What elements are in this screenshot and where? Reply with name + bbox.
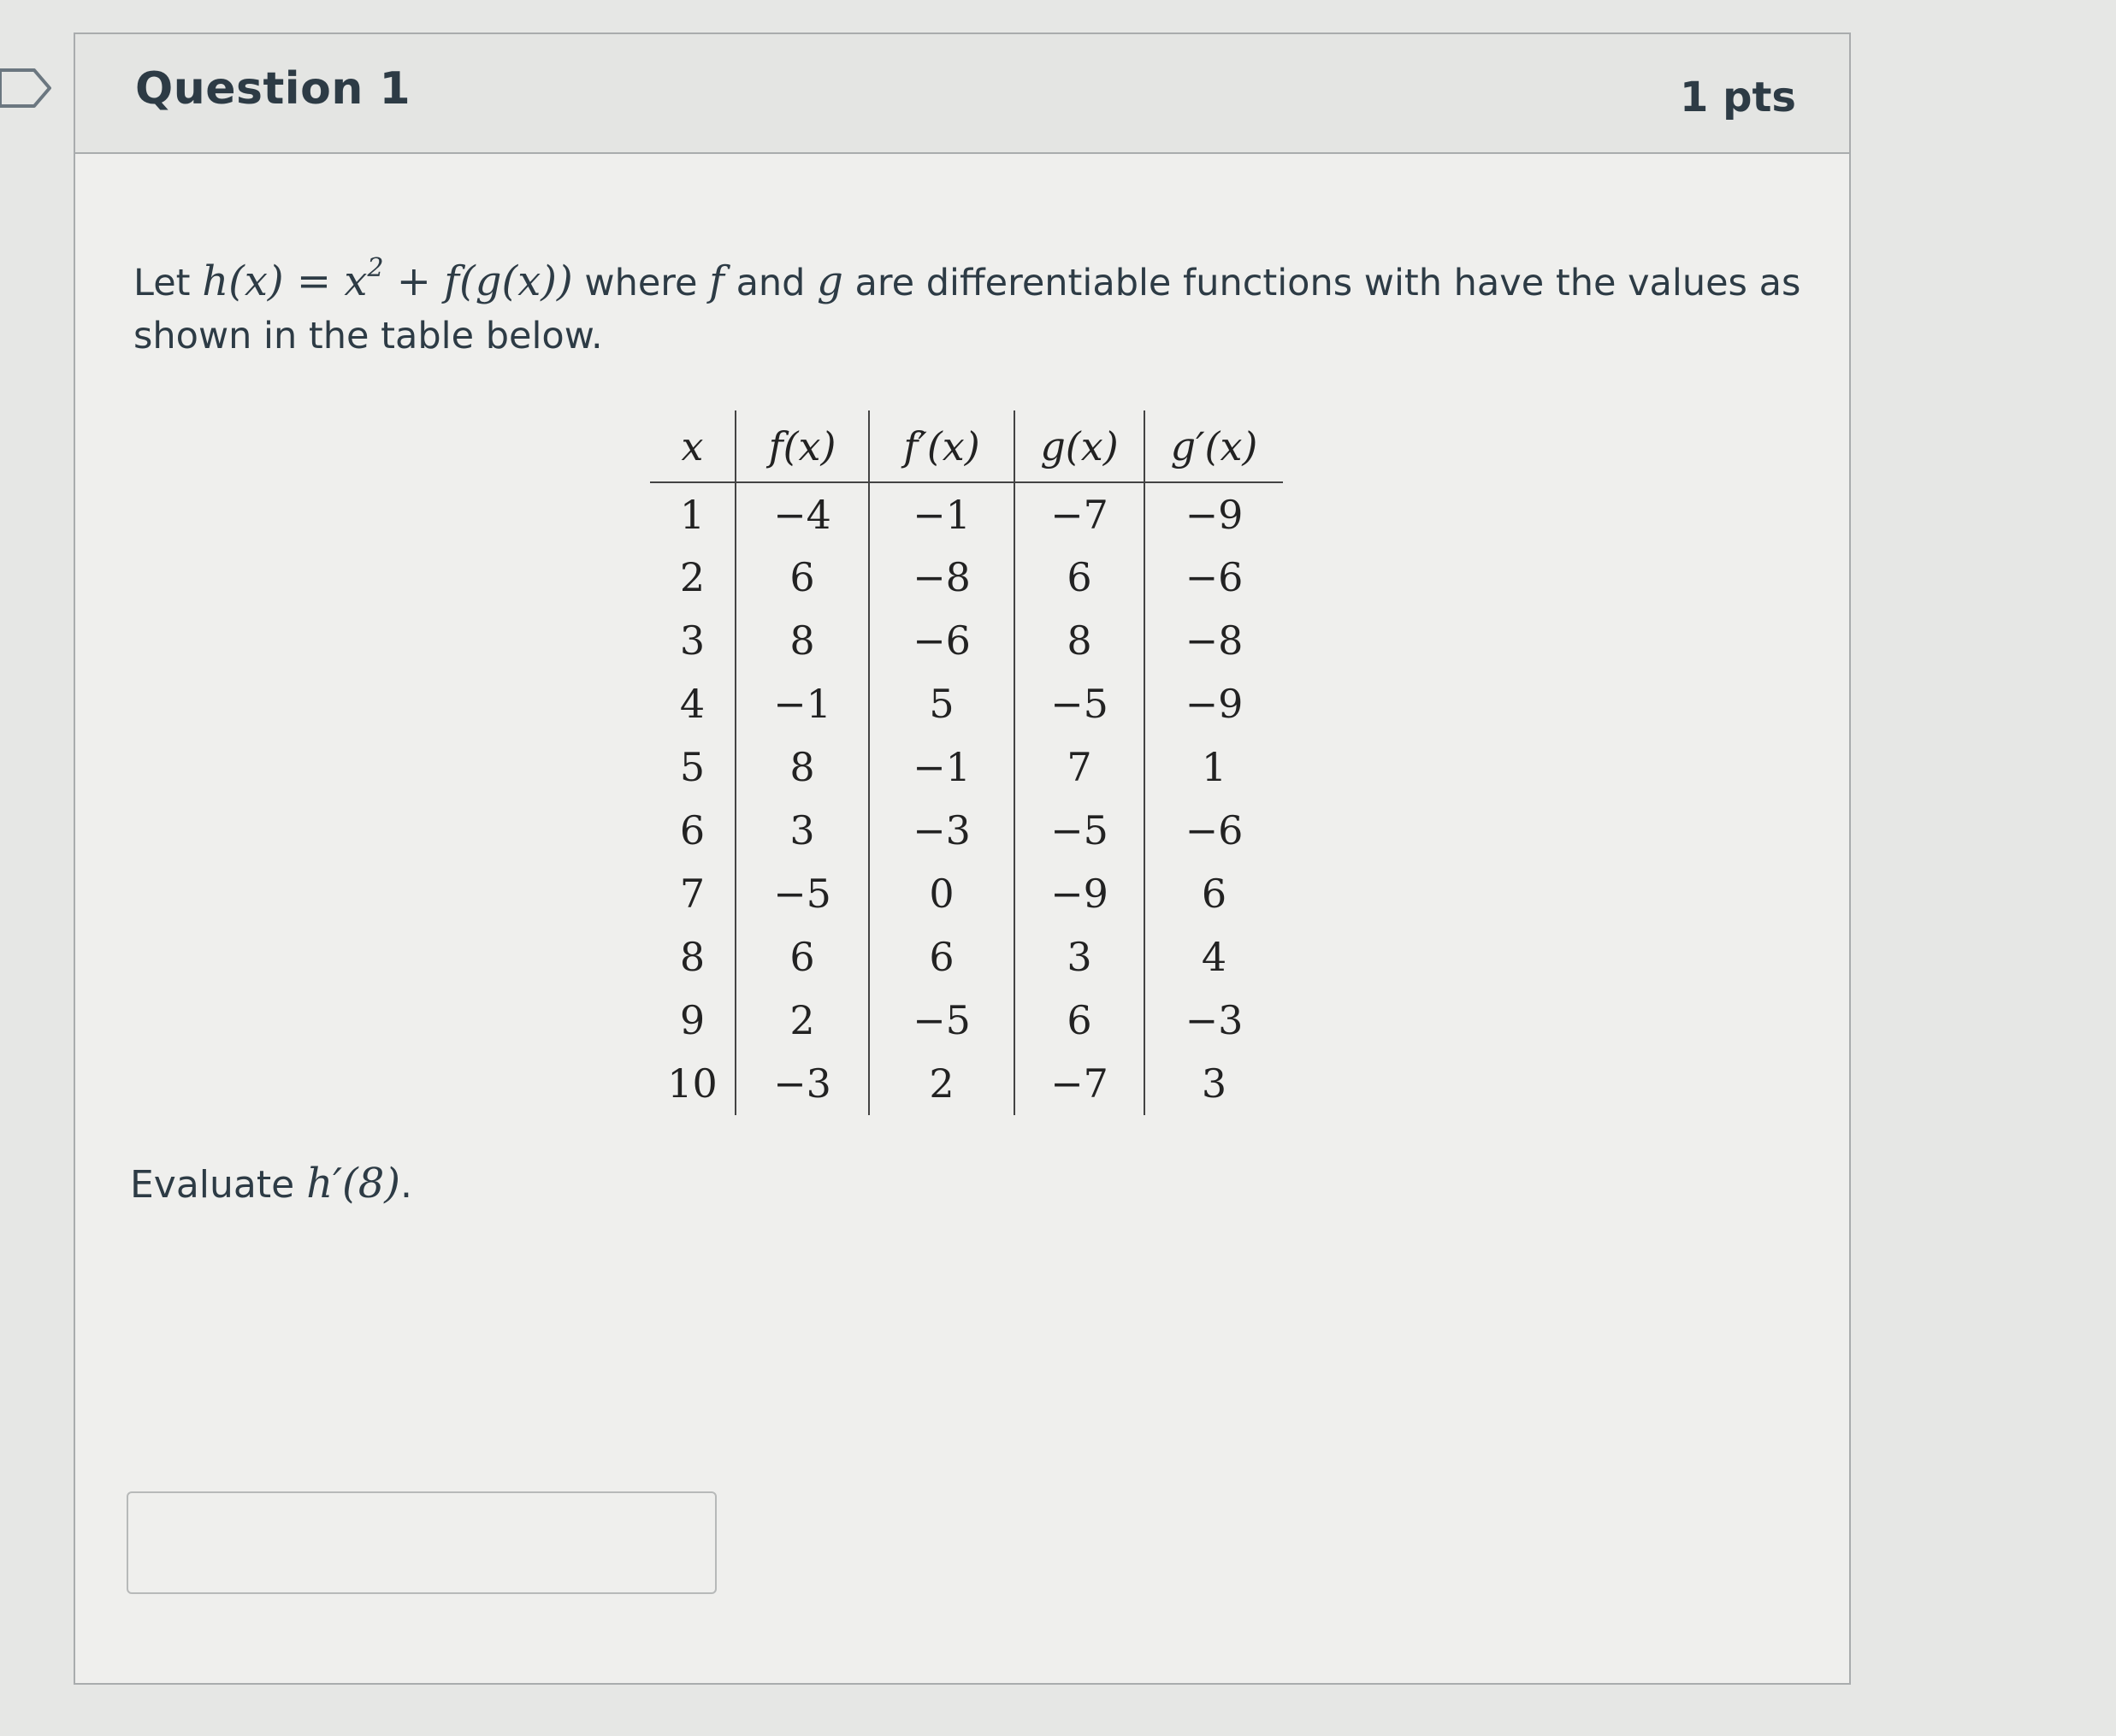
cell-g-prime: −9 xyxy=(1144,672,1283,735)
cell-f: −4 xyxy=(736,482,869,546)
cell-f: −5 xyxy=(736,862,869,925)
cell-g: 3 xyxy=(1014,925,1144,989)
cell-g-prime: −6 xyxy=(1144,546,1283,609)
cell-g: 7 xyxy=(1014,735,1144,799)
cell-f-prime: 5 xyxy=(869,672,1014,735)
cell-x: 2 xyxy=(679,554,706,600)
cell-g: 6 xyxy=(1014,546,1144,609)
cell-x: 6 xyxy=(679,807,706,853)
cell-g-prime: 4 xyxy=(1144,925,1283,989)
math-g: g xyxy=(817,257,843,305)
evaluate-end: . xyxy=(400,1163,413,1207)
question-header xyxy=(75,34,1849,154)
cell-f-prime: −8 xyxy=(869,546,1014,609)
cell-g: −5 xyxy=(1014,799,1144,862)
math-f: f xyxy=(709,257,724,305)
cell-x: 1 xyxy=(679,491,706,538)
table-row xyxy=(650,735,1283,799)
cell-f: 6 xyxy=(736,546,869,609)
prompt-tail: are differentiable functions with have the values as shown in the table below. xyxy=(133,262,1801,357)
cell-f-prime: 2 xyxy=(869,1052,1014,1115)
cell-g-prime: −6 xyxy=(1144,799,1283,862)
cell-g-prime: −8 xyxy=(1144,609,1283,672)
cell-f-prime: −1 xyxy=(869,735,1014,799)
table-row xyxy=(650,862,1283,925)
cell-g: 6 xyxy=(1014,989,1144,1052)
math-h-definition xyxy=(202,253,573,305)
cell-g-prime: 1 xyxy=(1144,735,1283,799)
cell-f-prime: −3 xyxy=(869,799,1014,862)
answer-input[interactable] xyxy=(127,1491,717,1594)
header-x: x xyxy=(650,410,736,482)
cell-g: −5 xyxy=(1014,672,1144,735)
cell-f-prime: −5 xyxy=(869,989,1014,1052)
cell-f: 8 xyxy=(736,735,869,799)
table-row xyxy=(650,609,1283,672)
cell-f-prime: −1 xyxy=(869,482,1014,546)
evaluate-expression: h′(8) xyxy=(306,1160,401,1208)
table-header-row xyxy=(650,410,1283,482)
table-row xyxy=(650,989,1283,1052)
header-g: g(x) xyxy=(1014,410,1144,482)
math-exponent: 2 xyxy=(367,253,384,283)
header-g-prime: g′(x) xyxy=(1144,410,1283,482)
table-row xyxy=(650,799,1283,862)
cell-g-prime: −9 xyxy=(1144,482,1283,546)
cell-f-prime: 0 xyxy=(869,862,1014,925)
math-rest: + f(g(x)) xyxy=(383,257,573,305)
table-row xyxy=(650,546,1283,609)
table-row xyxy=(650,482,1283,546)
header-f-prime: f′(x) xyxy=(869,410,1014,482)
cell-g-prime: 3 xyxy=(1144,1052,1283,1115)
table-row xyxy=(650,672,1283,735)
question-title: Question 1 xyxy=(135,63,411,115)
cell-f: −3 xyxy=(736,1052,869,1115)
table-row xyxy=(650,1052,1283,1115)
cell-g-prime: −3 xyxy=(1144,989,1283,1052)
bookmark-flag-icon[interactable] xyxy=(0,67,53,109)
prompt-where: where xyxy=(572,262,710,304)
cell-g: −7 xyxy=(1014,1052,1144,1115)
cell-x: 10 xyxy=(667,1060,718,1107)
prompt-and: and xyxy=(724,262,818,304)
cell-f: 8 xyxy=(736,609,869,672)
cell-f: 3 xyxy=(736,799,869,862)
cell-x: 9 xyxy=(679,997,706,1043)
cell-f: −1 xyxy=(736,672,869,735)
cell-x: 5 xyxy=(679,744,706,790)
cell-f: 2 xyxy=(736,989,869,1052)
cell-g: 8 xyxy=(1014,609,1144,672)
cell-g-prime: 6 xyxy=(1144,862,1283,925)
cell-f: 6 xyxy=(736,925,869,989)
math-equals: = x xyxy=(283,257,368,305)
evaluate-prompt xyxy=(130,1160,412,1208)
question-points: 1 pts xyxy=(1680,74,1796,121)
cell-f-prime: 6 xyxy=(869,925,1014,989)
cell-g: −9 xyxy=(1014,862,1144,925)
math-h: h(x) xyxy=(202,257,284,305)
cell-g: −7 xyxy=(1014,482,1144,546)
cell-x: 7 xyxy=(679,871,706,917)
cell-x: 8 xyxy=(679,934,706,980)
question-card xyxy=(74,32,1851,1685)
evaluate-label: Evaluate xyxy=(130,1163,295,1207)
cell-x: 4 xyxy=(679,681,706,727)
header-f: f(x) xyxy=(736,410,869,482)
values-table xyxy=(650,410,1283,1115)
cell-x: 3 xyxy=(679,617,706,664)
prompt-lead: Let xyxy=(133,262,191,304)
table-row xyxy=(650,925,1283,989)
cell-f-prime: −6 xyxy=(869,609,1014,672)
question-text xyxy=(133,255,1810,363)
